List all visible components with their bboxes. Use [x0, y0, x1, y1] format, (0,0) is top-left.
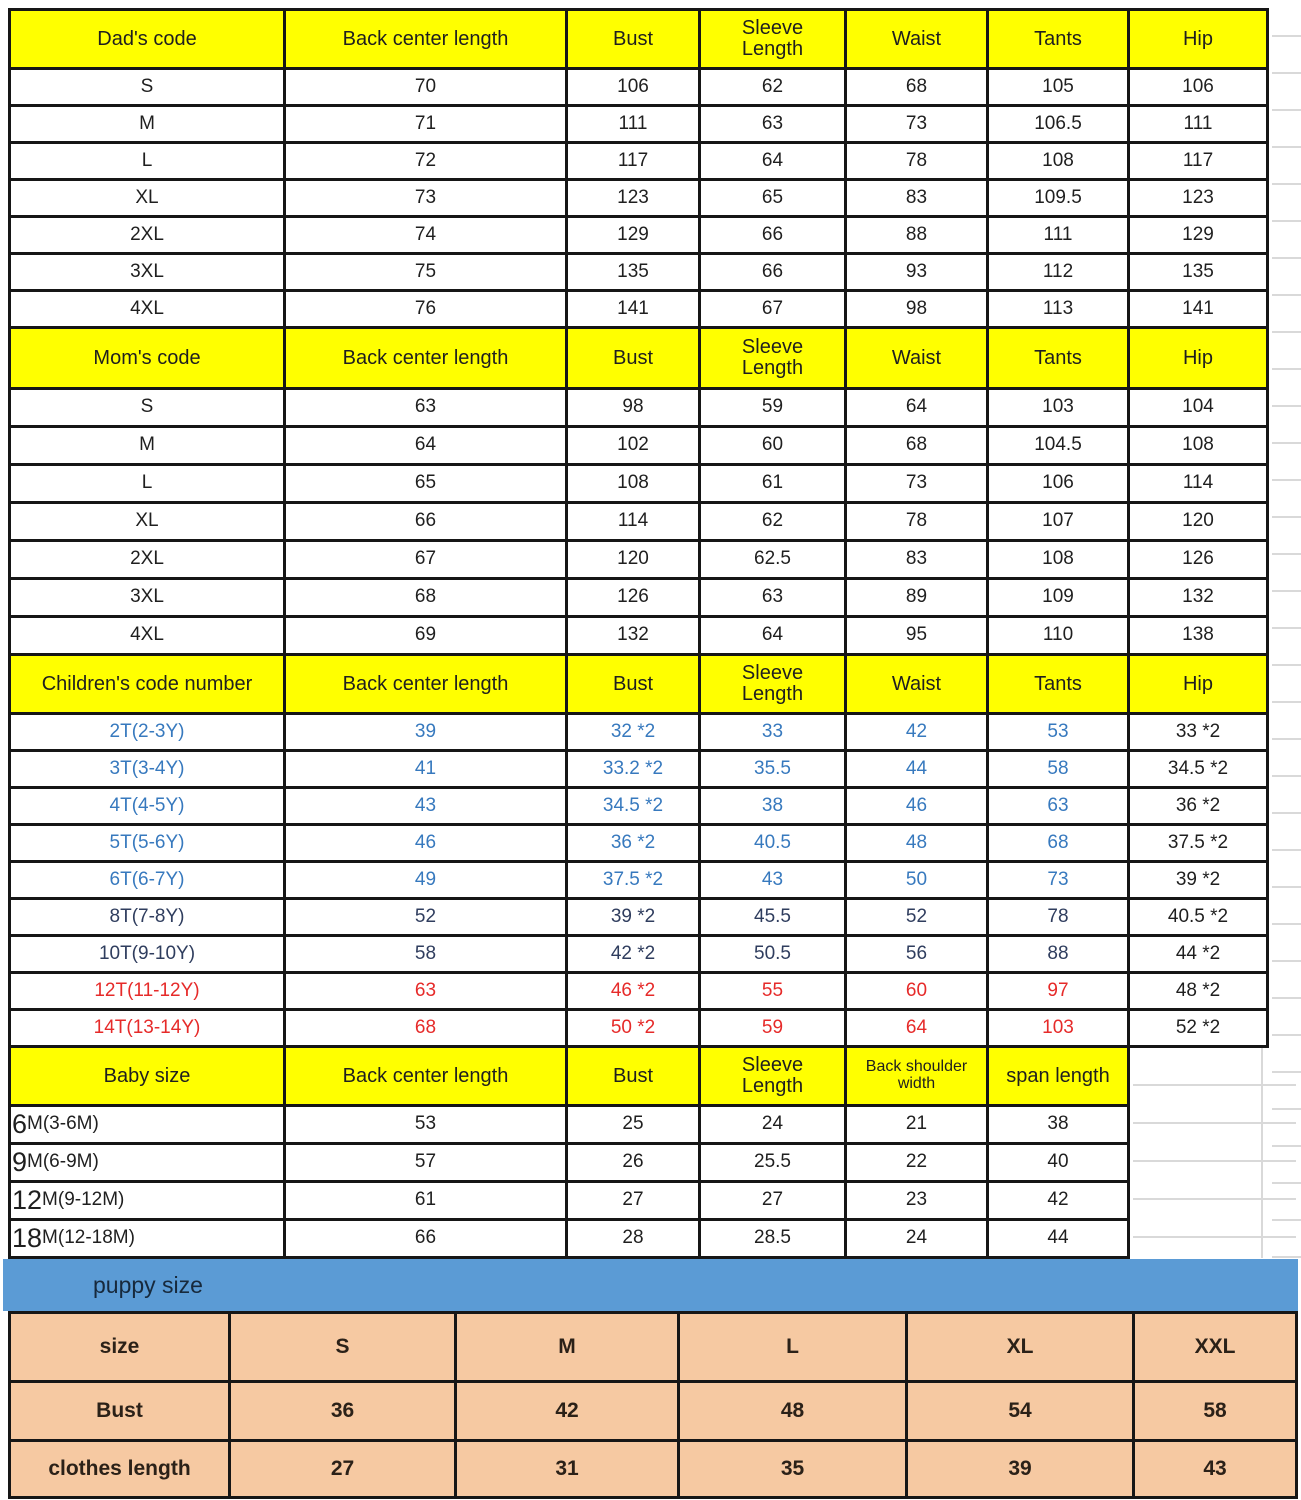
value-cell: 66 [286, 504, 565, 539]
value-cell: 71 [286, 107, 565, 141]
value-cell: 73 [847, 466, 986, 501]
puppy-value-cell: 36 [231, 1383, 454, 1439]
column-header: Bust [568, 11, 698, 67]
row-label: XL [11, 181, 283, 215]
value-cell: 27 [701, 1183, 844, 1218]
row-label-rest: M(9-12M) [42, 1189, 125, 1211]
column-header: Back center length [286, 329, 565, 387]
row-label-big: 6 [12, 1109, 28, 1139]
value-cell: 75 [286, 255, 565, 289]
row-label-rest: M(3-6M) [27, 1113, 99, 1135]
row-label-big: 18 [12, 1223, 43, 1253]
value-cell: 34.5 *2 [568, 789, 698, 823]
value-cell: 78 [847, 504, 986, 539]
row-label: 2T(2-3Y) [11, 715, 283, 749]
value-cell: 138 [1130, 618, 1266, 653]
value-cell: 129 [1130, 218, 1266, 252]
value-cell: 32 *2 [568, 715, 698, 749]
row-label: 4T(4-5Y) [11, 789, 283, 823]
value-cell: 64 [847, 1011, 986, 1045]
value-cell: 35.5 [701, 752, 844, 786]
children-size-table [8, 653, 1269, 1048]
value-cell: 95 [847, 618, 986, 653]
row-label: 2XL [11, 218, 283, 252]
row-label: 3XL [11, 255, 283, 289]
value-cell: 66 [701, 255, 844, 289]
value-cell: 24 [847, 1221, 986, 1256]
row-label: 14T(13-14Y) [11, 1011, 283, 1045]
value-cell: 36 *2 [1130, 789, 1266, 823]
value-cell: 76 [286, 292, 565, 326]
row-label-big: 12 [12, 1185, 43, 1215]
column-header: Waist [847, 656, 986, 712]
column-header: Waist [847, 11, 986, 67]
column-header: Sleeve Length [701, 329, 844, 387]
row-label: 3XL [11, 580, 283, 615]
row-label: L [11, 144, 283, 178]
value-cell: 103 [989, 1011, 1127, 1045]
value-cell: 56 [847, 937, 986, 971]
value-cell: 64 [701, 618, 844, 653]
value-cell: 60 [701, 428, 844, 463]
row-label: 4XL [11, 618, 283, 653]
row-label: 8T(7-8Y) [11, 900, 283, 934]
row-label: 3T(3-4Y) [11, 752, 283, 786]
puppy-size-title: puppy size [93, 1271, 203, 1298]
column-header: Hip [1130, 329, 1266, 387]
value-cell: 73 [989, 863, 1127, 897]
value-cell: 68 [286, 1011, 565, 1045]
value-cell: 70 [286, 70, 565, 104]
value-cell: 67 [701, 292, 844, 326]
value-cell: 61 [701, 466, 844, 501]
value-cell: 64 [847, 390, 986, 425]
row-label: M [11, 107, 283, 141]
value-cell: 48 *2 [1130, 974, 1266, 1008]
value-cell: 40.5 *2 [1130, 900, 1266, 934]
row-label: S [11, 70, 283, 104]
column-header: Sleeve Length [701, 1048, 844, 1104]
row-label: 4XL [11, 292, 283, 326]
puppy-value-cell: 39 [908, 1442, 1132, 1496]
row-label: S [11, 390, 283, 425]
column-header: Sleeve Length [701, 656, 844, 712]
value-cell: 41 [286, 752, 565, 786]
value-cell: 21 [847, 1107, 986, 1142]
value-cell: 98 [847, 292, 986, 326]
row-label [11, 1145, 283, 1180]
value-cell: 68 [847, 70, 986, 104]
value-cell: 68 [989, 826, 1127, 860]
column-header: Bust [568, 1048, 698, 1104]
puppy-value-cell: 54 [908, 1383, 1132, 1439]
column-header: Tants [989, 329, 1127, 387]
puppy-value-cell: 58 [1135, 1383, 1295, 1439]
value-cell: 63 [701, 580, 844, 615]
row-label: 2XL [11, 542, 283, 577]
value-cell: 78 [989, 900, 1127, 934]
value-cell: 39 *2 [1130, 863, 1266, 897]
value-cell: 64 [701, 144, 844, 178]
value-cell: 93 [847, 255, 986, 289]
puppy-row-label: Bust [11, 1383, 228, 1439]
value-cell: 66 [286, 1221, 565, 1256]
column-header: Tants [989, 11, 1127, 67]
value-cell: 42 [847, 715, 986, 749]
value-cell: 126 [1130, 542, 1266, 577]
value-cell: 58 [989, 752, 1127, 786]
value-cell: 53 [989, 715, 1127, 749]
value-cell: 109 [989, 580, 1127, 615]
row-label-big: 9 [12, 1147, 28, 1177]
row-label: XL [11, 504, 283, 539]
value-cell: 37.5 *2 [568, 863, 698, 897]
value-cell: 59 [701, 1011, 844, 1045]
value-cell: 74 [286, 218, 565, 252]
spreadsheet-gridlines-baby [1133, 1048, 1296, 1258]
value-cell: 114 [568, 504, 698, 539]
puppy-value-cell: XXL [1135, 1314, 1295, 1380]
value-cell: 106 [1130, 70, 1266, 104]
value-cell: 108 [568, 466, 698, 501]
value-cell: 104.5 [989, 428, 1127, 463]
value-cell: 53 [286, 1107, 565, 1142]
value-cell: 38 [701, 789, 844, 823]
value-cell: 83 [847, 542, 986, 577]
value-cell: 43 [701, 863, 844, 897]
value-cell: 46 *2 [568, 974, 698, 1008]
value-cell: 120 [1130, 504, 1266, 539]
value-cell: 129 [568, 218, 698, 252]
column-header: Bust [568, 656, 698, 712]
value-cell: 132 [1130, 580, 1266, 615]
puppy-value-cell: 27 [231, 1442, 454, 1496]
value-cell: 65 [286, 466, 565, 501]
column-header: Back center length [286, 11, 565, 67]
value-cell: 50 *2 [568, 1011, 698, 1045]
value-cell: 61 [286, 1183, 565, 1218]
value-cell: 123 [568, 181, 698, 215]
value-cell: 39 *2 [568, 900, 698, 934]
row-label: 10T(9-10Y) [11, 937, 283, 971]
value-cell: 50 [847, 863, 986, 897]
value-cell: 28.5 [701, 1221, 844, 1256]
value-cell: 63 [701, 107, 844, 141]
value-cell: 46 [286, 826, 565, 860]
row-label-rest: M(6-9M) [27, 1151, 99, 1173]
value-cell: 57 [286, 1145, 565, 1180]
dad-code-header: Dad's code [11, 11, 283, 67]
value-cell: 33.2 *2 [568, 752, 698, 786]
column-header: span length [989, 1048, 1127, 1104]
value-cell: 65 [701, 181, 844, 215]
value-cell: 43 [286, 789, 565, 823]
puppy-value-cell: L [680, 1314, 905, 1380]
baby-code-header: Baby size [11, 1048, 283, 1104]
baby-size-table [8, 1045, 1130, 1259]
value-cell: 26 [568, 1145, 698, 1180]
value-cell: 110 [989, 618, 1127, 653]
puppy-value-cell: S [231, 1314, 454, 1380]
column-header: Tants [989, 656, 1127, 712]
value-cell: 107 [989, 504, 1127, 539]
puppy-value-cell: 35 [680, 1442, 905, 1496]
value-cell: 73 [847, 107, 986, 141]
puppy-size-table [8, 1311, 1298, 1499]
value-cell: 39 [286, 715, 565, 749]
value-cell: 97 [989, 974, 1127, 1008]
value-cell: 103 [989, 390, 1127, 425]
value-cell: 68 [847, 428, 986, 463]
value-cell: 106 [568, 70, 698, 104]
value-cell: 63 [286, 974, 565, 1008]
value-cell: 83 [847, 181, 986, 215]
value-cell: 106 [989, 466, 1127, 501]
value-cell: 63 [989, 789, 1127, 823]
row-label: L [11, 466, 283, 501]
puppy-size-banner [3, 1259, 1298, 1311]
value-cell: 46 [847, 789, 986, 823]
value-cell: 45.5 [701, 900, 844, 934]
value-cell: 111 [1130, 107, 1266, 141]
value-cell: 48 [847, 826, 986, 860]
puppy-value-cell: M [457, 1314, 677, 1380]
puppy-value-cell: 31 [457, 1442, 677, 1496]
value-cell: 40 [989, 1145, 1127, 1180]
value-cell: 42 *2 [568, 937, 698, 971]
value-cell: 37.5 *2 [1130, 826, 1266, 860]
value-cell: 36 *2 [568, 826, 698, 860]
row-label [11, 1221, 283, 1256]
value-cell: 44 *2 [1130, 937, 1266, 971]
value-cell: 68 [286, 580, 565, 615]
row-label [11, 1107, 283, 1142]
value-cell: 141 [568, 292, 698, 326]
value-cell: 40.5 [701, 826, 844, 860]
value-cell: 126 [568, 580, 698, 615]
value-cell: 63 [286, 390, 565, 425]
value-cell: 78 [847, 144, 986, 178]
value-cell: 58 [286, 937, 565, 971]
value-cell: 28 [568, 1221, 698, 1256]
column-header: Back center length [286, 656, 565, 712]
value-cell: 102 [568, 428, 698, 463]
value-cell: 38 [989, 1107, 1127, 1142]
puppy-row-label: size [11, 1314, 228, 1380]
value-cell: 117 [1130, 144, 1266, 178]
value-cell: 59 [701, 390, 844, 425]
value-cell: 66 [701, 218, 844, 252]
value-cell: 67 [286, 542, 565, 577]
value-cell: 49 [286, 863, 565, 897]
row-label: 5T(5-6Y) [11, 826, 283, 860]
value-cell: 34.5 *2 [1130, 752, 1266, 786]
value-cell: 25 [568, 1107, 698, 1142]
value-cell: 108 [989, 542, 1127, 577]
spreadsheet-gridline-vertical [1261, 1048, 1263, 1258]
value-cell: 123 [1130, 181, 1266, 215]
value-cell: 89 [847, 580, 986, 615]
value-cell: 135 [1130, 255, 1266, 289]
mom-code-header: Mom's code [11, 329, 283, 387]
value-cell: 64 [286, 428, 565, 463]
value-cell: 106.5 [989, 107, 1127, 141]
value-cell: 62 [701, 70, 844, 104]
value-cell: 62.5 [701, 542, 844, 577]
value-cell: 105 [989, 70, 1127, 104]
puppy-value-cell: 43 [1135, 1442, 1295, 1496]
value-cell: 104 [1130, 390, 1266, 425]
column-header: Bust [568, 329, 698, 387]
value-cell: 114 [1130, 466, 1266, 501]
value-cell: 111 [989, 218, 1127, 252]
column-header: Back shoulder width [847, 1048, 986, 1104]
column-header: Waist [847, 329, 986, 387]
value-cell: 88 [989, 937, 1127, 971]
value-cell: 111 [568, 107, 698, 141]
puppy-value-cell: 48 [680, 1383, 905, 1439]
mom-size-table [8, 326, 1269, 656]
puppy-row-label: clothes length [11, 1442, 228, 1496]
value-cell: 22 [847, 1145, 986, 1180]
value-cell: 132 [568, 618, 698, 653]
row-label-rest: M(12-18M) [42, 1227, 135, 1249]
row-label: M [11, 428, 283, 463]
value-cell: 112 [989, 255, 1127, 289]
column-header: Sleeve Length [701, 11, 844, 67]
value-cell: 113 [989, 292, 1127, 326]
value-cell: 25.5 [701, 1145, 844, 1180]
value-cell: 108 [989, 144, 1127, 178]
value-cell: 73 [286, 181, 565, 215]
value-cell: 24 [701, 1107, 844, 1142]
column-header: Back center length [286, 1048, 565, 1104]
column-header: Hip [1130, 11, 1266, 67]
value-cell: 60 [847, 974, 986, 1008]
value-cell: 44 [989, 1221, 1127, 1256]
value-cell: 55 [701, 974, 844, 1008]
row-label [11, 1183, 283, 1218]
value-cell: 52 *2 [1130, 1011, 1266, 1045]
value-cell: 50.5 [701, 937, 844, 971]
value-cell: 23 [847, 1183, 986, 1218]
value-cell: 27 [568, 1183, 698, 1218]
column-header: Hip [1130, 656, 1266, 712]
children-code-header: Children's code number [11, 656, 283, 712]
value-cell: 135 [568, 255, 698, 289]
value-cell: 108 [1130, 428, 1266, 463]
value-cell: 52 [286, 900, 565, 934]
value-cell: 44 [847, 752, 986, 786]
row-label: 6T(6-7Y) [11, 863, 283, 897]
value-cell: 117 [568, 144, 698, 178]
value-cell: 88 [847, 218, 986, 252]
row-label: 12T(11-12Y) [11, 974, 283, 1008]
puppy-value-cell: XL [908, 1314, 1132, 1380]
dad-size-table [8, 8, 1269, 329]
value-cell: 42 [989, 1183, 1127, 1218]
value-cell: 69 [286, 618, 565, 653]
value-cell: 120 [568, 542, 698, 577]
value-cell: 141 [1130, 292, 1266, 326]
value-cell: 33 [701, 715, 844, 749]
value-cell: 109.5 [989, 181, 1127, 215]
value-cell: 72 [286, 144, 565, 178]
value-cell: 98 [568, 390, 698, 425]
puppy-value-cell: 42 [457, 1383, 677, 1439]
value-cell: 33 *2 [1130, 715, 1266, 749]
value-cell: 62 [701, 504, 844, 539]
value-cell: 52 [847, 900, 986, 934]
